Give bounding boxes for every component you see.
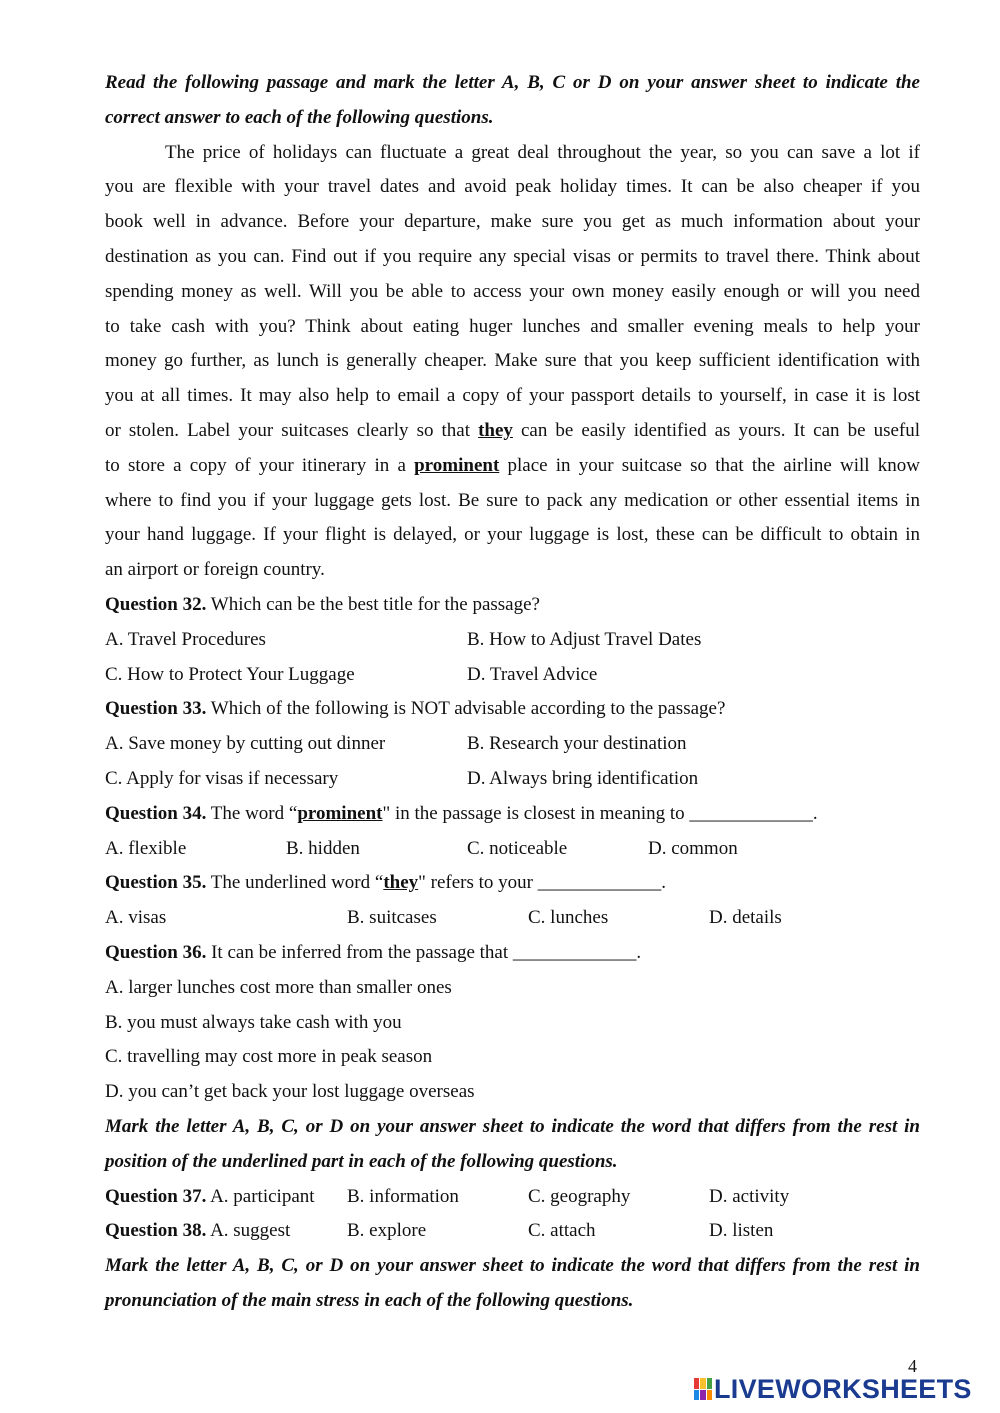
passage-line xyxy=(105,414,920,449)
option-a[interactable]: A. participant xyxy=(210,1185,315,1207)
question-text: The underlined word “ xyxy=(210,872,384,894)
logo-text: LIVEWORKSHEETS xyxy=(714,1373,972,1404)
option-a[interactable]: A. flexible xyxy=(105,837,187,859)
question-text: " in the passage is closest in meaning to _____________. xyxy=(382,802,818,824)
option-b[interactable]: B. you must always take cash with you xyxy=(105,1011,402,1033)
option-d[interactable]: D. Always bring identification xyxy=(467,767,699,789)
option-b[interactable]: B. How to Adjust Travel Dates xyxy=(467,628,702,650)
options-row xyxy=(105,727,920,762)
liveworksheets-logo[interactable] xyxy=(694,1372,972,1406)
question-text: Which can be the best title for the passage? xyxy=(210,593,540,615)
logo-tile xyxy=(707,1390,712,1401)
question-stem xyxy=(105,1180,347,1215)
options-row xyxy=(105,901,920,936)
question-label: Question 35. xyxy=(105,872,207,894)
option-a[interactable]: A. Travel Procedures xyxy=(105,628,266,650)
logo-tile xyxy=(700,1378,705,1389)
option-a[interactable]: A. suggest xyxy=(210,1220,291,1242)
passage-line: book well in advance. Before your departure, make sure you get as much information about your xyxy=(105,211,920,233)
option-b[interactable]: B. suitcases xyxy=(347,907,437,929)
instruction-line: position of the underlined part in each of the following questions. xyxy=(105,1150,618,1172)
instruction-line: pronunciation of the main stress in each of the following questions. xyxy=(105,1289,634,1311)
logo-tile xyxy=(694,1390,699,1401)
instruction-line: Mark the letter A, B, C, or D on your answer sheet to indicate the word that differs from the rest in xyxy=(105,1255,920,1277)
question-34 xyxy=(105,797,920,867)
option-b[interactable]: B. information xyxy=(347,1185,459,1207)
option-d[interactable]: D. listen xyxy=(709,1220,774,1242)
option-a[interactable]: A. Save money by cutting out dinner xyxy=(105,733,386,755)
option-a[interactable]: A. visas xyxy=(105,907,167,929)
instruction-line: Mark the letter A, B, C, or D on your answer sheet to indicate the word that differs from the rest in xyxy=(105,1115,920,1137)
options-row xyxy=(105,762,920,797)
passage-line xyxy=(105,449,920,484)
option-c[interactable]: C. geography xyxy=(528,1185,631,1207)
question-35 xyxy=(105,866,920,936)
question-label: Question 33. xyxy=(105,698,207,720)
passage-line: an airport or foreign country. xyxy=(105,559,325,581)
passage-text: or stolen. Label your suitcases clearly so that xyxy=(105,419,471,441)
question-text: It can be inferred from the passage that _____________. xyxy=(211,941,642,963)
option-c[interactable]: C. Apply for visas if necessary xyxy=(105,767,339,789)
logo-tile xyxy=(707,1378,712,1389)
option-a[interactable]: A. larger lunches cost more than smaller ones xyxy=(105,976,452,998)
options-row xyxy=(105,623,920,658)
question-stem xyxy=(105,588,920,623)
question-label: Question 34. xyxy=(105,802,207,824)
option-b[interactable]: B. explore xyxy=(347,1220,427,1242)
question-stem xyxy=(105,692,920,727)
question-stem xyxy=(105,1214,347,1249)
passage-line: to take cash with you? Think about eating huger lunches and smaller evening meals to help your xyxy=(105,315,920,337)
stress-instructions xyxy=(105,1249,920,1319)
option-d[interactable]: D. you can’t get back your lost luggage overseas xyxy=(105,1081,475,1103)
option-d[interactable]: D. Travel Advice xyxy=(467,663,598,685)
option-c[interactable]: C. How to Protect Your Luggage xyxy=(105,663,355,685)
question-38 xyxy=(105,1214,920,1249)
option-d[interactable]: D. activity xyxy=(709,1185,790,1207)
question-text: Which of the following is NOT advisable according to the passage? xyxy=(210,698,726,720)
page-number: 4 xyxy=(908,1356,917,1376)
option-d[interactable]: D. details xyxy=(709,907,782,929)
passage-line: you at all times. It may also help to email a copy of your passport details to yourself, in case it is lost xyxy=(105,385,920,407)
option-c[interactable]: C. noticeable xyxy=(467,837,568,859)
underlined-word: they xyxy=(383,872,419,894)
passage-text: can be easily identified as yours. It can be useful xyxy=(520,419,920,441)
passage-line: your hand luggage. If your flight is delayed, or your luggage is lost, these can be difficult to obtain in xyxy=(105,524,920,546)
passage-line: The price of holidays can fluctuate a great deal throughout the year, so you can save a lot if xyxy=(165,141,920,163)
position-instructions xyxy=(105,1110,920,1180)
options-row xyxy=(105,658,920,693)
underlined-word-they: they xyxy=(478,419,513,441)
reading-instructions xyxy=(105,66,920,136)
question-33 xyxy=(105,692,920,796)
option-b[interactable]: B. hidden xyxy=(286,837,360,859)
question-text: The word “ xyxy=(210,802,298,824)
question-32 xyxy=(105,588,920,692)
option-d[interactable]: D. common xyxy=(648,837,738,859)
passage-line: destination as you can. Find out if you require any special visas or permits to travel there. Think about xyxy=(105,245,920,267)
logo-tile xyxy=(694,1378,699,1389)
question-label: Question 37. xyxy=(105,1185,207,1207)
instruction-line: correct answer to each of the following questions. xyxy=(105,106,494,128)
passage-text: place in your suitcase so that the airline will know xyxy=(507,454,920,476)
option-c[interactable]: C. travelling may cost more in peak season xyxy=(105,1046,433,1068)
underlined-word-prominent: prominent xyxy=(414,454,500,476)
logo-tile xyxy=(700,1390,705,1401)
question-text: " refers to your _____________. xyxy=(418,872,666,894)
question-stem xyxy=(105,936,920,971)
option-b[interactable]: B. Research your destination xyxy=(467,733,687,755)
passage-line: spending money as well. Will you be able to access your own money easily enough or will you need xyxy=(105,280,920,302)
underlined-word: prominent xyxy=(297,802,383,824)
question-stem xyxy=(105,866,920,901)
worksheet-page xyxy=(105,66,920,1319)
passage-line: you are flexible with your travel dates and avoid peak holiday times. It can be also cheaper if you xyxy=(105,176,920,198)
question-37 xyxy=(105,1180,920,1215)
passage-line: money go further, as lunch is generally cheaper. Make sure that you keep sufficient identification with xyxy=(105,350,920,372)
question-label: Question 38. xyxy=(105,1220,207,1242)
options-row xyxy=(105,832,920,867)
passage-text: to store a copy of your itinerary in a xyxy=(105,454,406,476)
logo-mark-icon xyxy=(694,1378,712,1400)
reading-passage xyxy=(105,136,920,588)
instruction-line: Read the following passage and mark the letter A, B, C or D on your answer sheet to indicate the xyxy=(105,72,920,93)
question-36 xyxy=(105,936,920,1110)
question-label: Question 32. xyxy=(105,593,207,615)
question-label: Question 36. xyxy=(105,941,207,963)
option-c[interactable]: C. attach xyxy=(528,1220,596,1242)
passage-line: where to find you if your luggage gets lost. Be sure to pack any medication or other essential items in xyxy=(105,489,920,511)
option-c[interactable]: C. lunches xyxy=(528,907,609,929)
question-stem xyxy=(105,797,920,832)
